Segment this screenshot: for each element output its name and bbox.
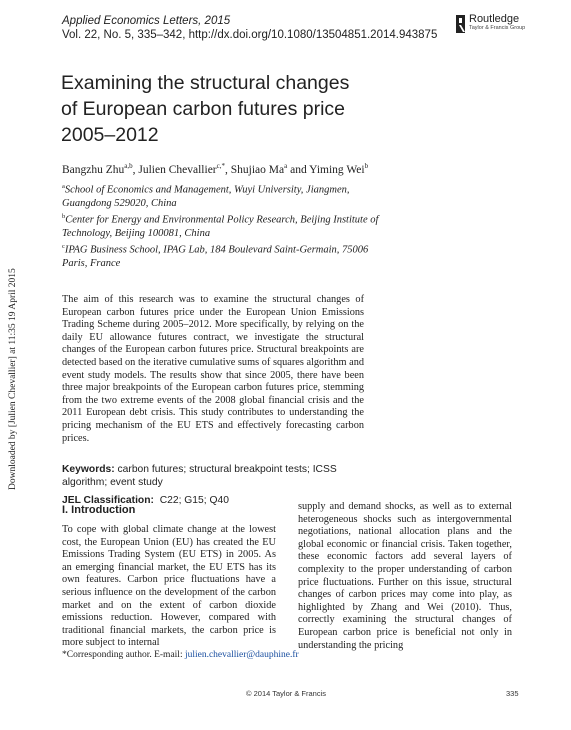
affiliation-item: $^b$Center for Energy and Environmental Policy Research, Beijing Institute of Technology, Beijing 100081, China [62,212,379,239]
download-watermark [0,240,18,500]
affiliations [62,180,382,270]
author-name: Yiming Wei [309,163,365,176]
author-affiliation-marker: a,b [124,162,133,170]
author-list: Bangzhu Zhu$^{a,b}$, Julien Chevallier$^{c,*}$, Shujiao Ma$^a$ and Yiming Wei$^b$ [62,162,369,176]
jel-codes: C22; G15; Q40 [159,495,229,506]
article-title [61,70,391,148]
keywords-text: carbon futures; structural breakpoint tests; ICSS algorithm; event study [62,464,337,488]
footnote-text: *Corresponding author. E-mail: [62,650,185,660]
author-name: Bangzhu Zhu [62,163,125,176]
author-name: Julien Chevallier [138,163,217,176]
keywords-label: Keywords: [62,464,115,475]
title-line: 2005–2012 [61,124,159,146]
page-number: 335 [506,689,519,698]
volume-doi-line: Vol. 22, No. 5, 335–342, http://dx.doi.org/10.1080/13504851.2014.943875 [62,29,438,41]
routledge-logo-icon [455,14,466,34]
author-affiliation-marker: c,* [216,162,225,170]
author-name: Shujiao Ma [230,163,285,176]
journal-name: Applied Economics Letters, 2015 [62,15,231,27]
author-affiliation-marker: b [364,162,369,170]
affiliation-item: $^c$IPAG Business School, IPAG Lab, 184 Boulevard Saint-Germain, 75006 Paris, France [62,242,369,269]
corresponding-author-footnote [62,650,299,660]
publisher-logo [455,14,525,34]
intro-column-left: To cope with global climate change at the lowest cost, the European Union (EU) has created the EU Emissions Trading System (EU ETS) in 2005. As an emerging financial market, the EU ETS has its own features. Carbon price fluctuations have a serious influence on the development of the carbon market and on the extent of carbon dioxide emissions reduction. However, compared with traditional financial markets, the carbon price is more subject to internal [62,524,276,649]
abstract: The aim of this research was to examine the structural changes of European carbon futures price under the European Union Emissions Trading Scheme during 2005–2012. More specifically, by relying on the daily EU allowance futures contract, we investigate the structural changes of the European carbon futures price. Structural breakpoints are detected based on the iterative cumulative sums of squares algorithm and event study models. The results show that since 2005, there have been three major breakpoints of the European carbon futures price, stemming from the two extreme events of the 2008 global financial crisis and the 2011 European debt crisis. This study contributes to understanding the pricing mechanism of the EU ETS and effectively forecasting carbon prices. [62,294,364,444]
affiliation-item: $^a$School of Economics and Management, Wuyi University, Jiangmen, Guangdong 529020, China [62,183,350,209]
download-watermark-text: Downloaded by [Julien Chevallier] at 11:35 19 April 2015 [8,268,18,490]
title-line: of European carbon futures price [61,98,346,120]
jel-label: JEL Classification: [62,495,154,506]
intro-column-right: supply and demand shocks, as well as to external heterogeneous shocks such as intergovernmental negotiations, national allocation plans and the global economic or financial crisis. Taken together, these economic factors add several layers of complexity to the proper understanding of carbon price fluctuations. Further on this issue, structural changes of carbon prices may come into play, as highlighted by Zhang and Wei (2010). Thus, correctly examining the structural changes of European carbon price is beneficial not only in understanding the pricing [298,501,512,651]
title-line: Examining the structural changes [61,72,350,94]
author-email-link[interactable]: julien.chevallier@dauphine.fr [184,650,299,660]
author-affiliation-marker: a [284,162,288,170]
copyright-notice: © 2014 Taylor & Francis [246,689,327,698]
keywords [62,464,364,489]
publisher-subtitle: Taylor & Francis Group [469,25,526,31]
section-heading: I. Introduction [62,504,136,516]
publisher-name: Routledge [469,13,520,25]
